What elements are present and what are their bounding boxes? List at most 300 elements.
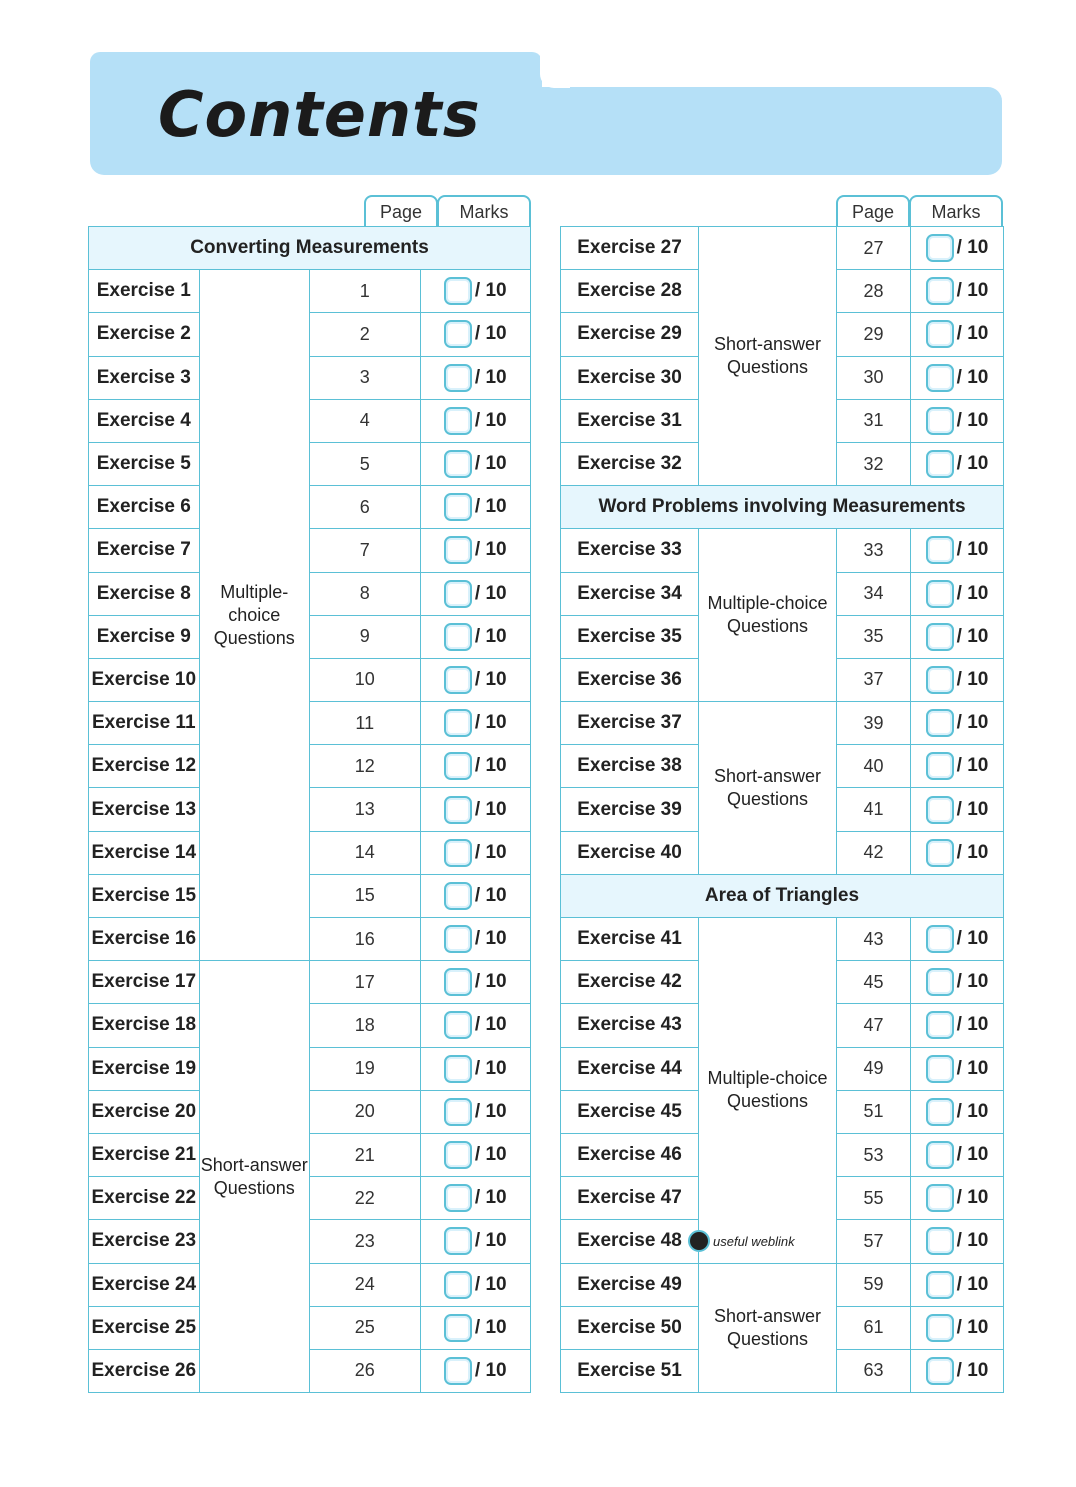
marks-input-box[interactable] <box>926 1098 954 1126</box>
marks-input-box[interactable] <box>444 450 472 478</box>
marks-out-of: / 10 <box>474 1316 507 1338</box>
exercise-row <box>89 442 531 485</box>
exercise-name[interactable]: Exercise 33 <box>561 529 699 572</box>
page-number: 2 <box>310 313 421 356</box>
page-number: 42 <box>837 831 911 874</box>
marks-input-box[interactable] <box>926 752 954 780</box>
exercise-row <box>89 1047 531 1090</box>
exercise-name[interactable]: Exercise 39 <box>561 788 699 831</box>
exercise-row <box>89 1133 531 1176</box>
exercise-row <box>89 1177 531 1220</box>
marks-out-of: / 10 <box>474 1100 507 1122</box>
page-number: 51 <box>837 1090 911 1133</box>
marks-out-of: / 10 <box>474 1187 507 1209</box>
exercise-row <box>89 702 531 745</box>
page-number: 43 <box>837 918 911 961</box>
marks-input-box[interactable] <box>926 277 954 305</box>
exercise-name[interactable]: Exercise 37 <box>561 702 699 745</box>
marks-input-box[interactable] <box>444 1314 472 1342</box>
marks-input-box[interactable] <box>444 882 472 910</box>
marks-out-of: / 10 <box>956 323 989 345</box>
exercise-row <box>89 831 531 874</box>
exercise-row <box>561 529 1004 572</box>
marks-cell <box>420 1177 531 1220</box>
exercise-name[interactable]: Exercise 49 <box>561 1263 699 1306</box>
exercise-name[interactable]: Exercise 2 <box>89 313 200 356</box>
exercise-name[interactable]: Exercise 4 <box>89 399 200 442</box>
page-number: 57 <box>837 1220 911 1263</box>
page-number: 12 <box>310 745 421 788</box>
exercise-row <box>89 745 531 788</box>
marks-cell <box>911 961 1004 1004</box>
exercise-row <box>89 486 531 529</box>
marks-cell <box>420 918 531 961</box>
exercise-row <box>89 1090 531 1133</box>
exercise-row <box>89 658 531 701</box>
page-number: 25 <box>310 1306 421 1349</box>
marks-out-of: / 10 <box>956 582 989 604</box>
exercise-name[interactable]: Exercise 40 <box>561 831 699 874</box>
marks-input-box[interactable] <box>444 320 472 348</box>
marks-cell <box>911 702 1004 745</box>
marks-input-box[interactable] <box>926 1055 954 1083</box>
marks-out-of: / 10 <box>474 928 507 950</box>
marks-cell <box>911 442 1004 485</box>
marks-input-box[interactable] <box>926 839 954 867</box>
marks-input-box[interactable] <box>444 796 472 824</box>
page-number: 10 <box>310 658 421 701</box>
exercise-name[interactable]: Exercise 46 <box>561 1133 699 1176</box>
page-number: 5 <box>310 442 421 485</box>
exercise-name[interactable]: Exercise 32 <box>561 442 699 485</box>
page-number: 33 <box>837 529 911 572</box>
marks-out-of: / 10 <box>474 323 507 345</box>
marks-input-box[interactable] <box>444 1357 472 1385</box>
exercise-row <box>89 356 531 399</box>
exercise-name[interactable]: Exercise 7 <box>89 529 200 572</box>
marks-out-of: / 10 <box>474 582 507 604</box>
page-number: 29 <box>837 313 911 356</box>
marks-out-of: / 10 <box>956 712 989 734</box>
marks-input-box[interactable] <box>444 709 472 737</box>
page-number: 30 <box>837 356 911 399</box>
marks-cell <box>420 745 531 788</box>
marks-input-box[interactable] <box>926 1314 954 1342</box>
question-type: Short-answer Questions <box>699 1263 837 1393</box>
marks-input-box[interactable] <box>444 666 472 694</box>
marks-cell <box>420 961 531 1004</box>
marks-input-box[interactable] <box>444 1055 472 1083</box>
marks-out-of: / 10 <box>956 971 989 993</box>
marks-cell <box>420 1004 531 1047</box>
page-number: 28 <box>837 270 911 313</box>
exercise-name[interactable]: Exercise 19 <box>89 1047 200 1090</box>
marks-out-of: / 10 <box>956 1359 989 1381</box>
exercise-name[interactable]: Exercise 23 <box>89 1220 200 1263</box>
marks-out-of: / 10 <box>474 625 507 647</box>
marks-input-box[interactable] <box>926 320 954 348</box>
marks-cell <box>911 1133 1004 1176</box>
marks-column-header: Marks <box>437 195 531 227</box>
page-number: 37 <box>837 658 911 701</box>
page-number: 17 <box>310 961 421 1004</box>
page-number: 24 <box>310 1263 421 1306</box>
page-number: 61 <box>837 1306 911 1349</box>
marks-input-box[interactable] <box>926 407 954 435</box>
marks-out-of: / 10 <box>474 1014 507 1036</box>
marks-out-of: / 10 <box>956 409 989 431</box>
marks-out-of: / 10 <box>956 1273 989 1295</box>
marks-out-of: / 10 <box>956 1316 989 1338</box>
marks-input-box[interactable] <box>444 1098 472 1126</box>
marks-cell <box>911 788 1004 831</box>
marks-input-box[interactable] <box>444 580 472 608</box>
marks-input-box[interactable] <box>444 1271 472 1299</box>
question-type: Short-answer Questions <box>699 702 837 875</box>
section-header-row <box>561 874 1004 917</box>
marks-out-of: / 10 <box>474 755 507 777</box>
exercise-name[interactable]: Exercise 45 <box>561 1090 699 1133</box>
page-number: 55 <box>837 1177 911 1220</box>
page-number: 20 <box>310 1090 421 1133</box>
marks-out-of: / 10 <box>474 366 507 388</box>
left-contents-table <box>88 226 531 1393</box>
exercise-name[interactable]: Exercise 11 <box>89 702 200 745</box>
right-contents-table <box>560 226 1004 1393</box>
marks-cell <box>420 788 531 831</box>
marks-input-box[interactable] <box>444 277 472 305</box>
marks-cell <box>420 1133 531 1176</box>
page-number: 45 <box>837 961 911 1004</box>
marks-out-of: / 10 <box>956 539 989 561</box>
marks-input-box[interactable] <box>444 968 472 996</box>
exercise-row <box>89 1263 531 1306</box>
exercise-name[interactable]: Exercise 9 <box>89 615 200 658</box>
exercise-name[interactable]: Exercise 5 <box>89 442 200 485</box>
marks-cell <box>911 572 1004 615</box>
marks-out-of: / 10 <box>474 496 507 518</box>
exercise-name[interactable]: Exercise 42 <box>561 961 699 1004</box>
marks-input-box[interactable] <box>926 1011 954 1039</box>
marks-cell <box>911 1177 1004 1220</box>
marks-out-of: / 10 <box>956 668 989 690</box>
exercise-row <box>89 788 531 831</box>
marks-out-of: / 10 <box>474 712 507 734</box>
marks-cell <box>420 1090 531 1133</box>
exercise-name[interactable]: Exercise 18 <box>89 1004 200 1047</box>
section-header-row <box>561 486 1004 529</box>
question-type: Short-answer Questions <box>699 227 837 486</box>
marks-input-box[interactable] <box>444 364 472 392</box>
marks-cell <box>420 572 531 615</box>
exercise-row <box>561 227 1004 270</box>
marks-cell <box>420 615 531 658</box>
marks-out-of: / 10 <box>474 1144 507 1166</box>
marks-out-of: / 10 <box>956 928 989 950</box>
marks-cell <box>911 658 1004 701</box>
exercise-row <box>89 1004 531 1047</box>
exercise-name[interactable]: Exercise 30 <box>561 356 699 399</box>
contents-banner <box>90 52 1002 175</box>
exercise-name[interactable]: Exercise 3 <box>89 356 200 399</box>
marks-cell <box>420 702 531 745</box>
page-number: 8 <box>310 572 421 615</box>
marks-cell <box>420 874 531 917</box>
marks-cell <box>420 1047 531 1090</box>
page-number: 15 <box>310 874 421 917</box>
marks-input-box[interactable] <box>444 1011 472 1039</box>
banner-notch <box>540 52 570 88</box>
page-column-header: Page <box>836 195 910 227</box>
weblink-icon <box>688 1230 710 1252</box>
marks-out-of: / 10 <box>474 668 507 690</box>
exercise-row <box>89 529 531 572</box>
exercise-name[interactable]: Exercise 51 <box>561 1349 699 1392</box>
marks-out-of: / 10 <box>956 280 989 302</box>
page-number: 7 <box>310 529 421 572</box>
exercise-row <box>561 918 1004 961</box>
page-number: 47 <box>837 1004 911 1047</box>
exercise-name[interactable]: Exercise 26 <box>89 1349 200 1392</box>
marks-out-of: / 10 <box>956 1057 989 1079</box>
page-number: 21 <box>310 1133 421 1176</box>
marks-cell <box>420 1263 531 1306</box>
marks-out-of: / 10 <box>956 366 989 388</box>
marks-out-of: / 10 <box>474 1057 507 1079</box>
marks-out-of: / 10 <box>474 841 507 863</box>
page-number: 23 <box>310 1220 421 1263</box>
exercise-row <box>89 874 531 917</box>
exercise-name[interactable]: Exercise 43 <box>561 1004 699 1047</box>
exercise-row <box>89 918 531 961</box>
exercise-name[interactable]: Exercise 8 <box>89 572 200 615</box>
marks-input-box[interactable] <box>926 1357 954 1385</box>
marks-input-box[interactable] <box>926 925 954 953</box>
marks-cell <box>911 745 1004 788</box>
page-number: 31 <box>837 399 911 442</box>
marks-out-of: / 10 <box>474 1273 507 1295</box>
marks-input-box[interactable] <box>926 1271 954 1299</box>
exercise-row <box>89 1306 531 1349</box>
exercise-name[interactable]: Exercise 29 <box>561 313 699 356</box>
page-number: 63 <box>837 1349 911 1392</box>
weblink-label: useful weblink <box>713 1233 795 1249</box>
marks-input-box[interactable] <box>444 536 472 564</box>
question-type: Short-answer Questions <box>199 961 310 1393</box>
useful-weblink[interactable] <box>688 1230 797 1252</box>
page-number: 26 <box>310 1349 421 1392</box>
exercise-name[interactable]: Exercise 12 <box>89 745 200 788</box>
page-number: 1 <box>310 270 421 313</box>
marks-cell <box>911 1306 1004 1349</box>
page-number: 11 <box>310 702 421 745</box>
exercise-name[interactable]: Exercise 34 <box>561 572 699 615</box>
page-number: 9 <box>310 615 421 658</box>
page-number: 18 <box>310 1004 421 1047</box>
exercise-row <box>561 1263 1004 1306</box>
marks-cell <box>420 1349 531 1392</box>
marks-out-of: / 10 <box>956 1187 989 1209</box>
exercise-name[interactable]: Exercise 22 <box>89 1177 200 1220</box>
marks-input-box[interactable] <box>926 1184 954 1212</box>
section-title: Word Problems involving Measurements <box>561 486 1004 529</box>
exercise-name[interactable]: Exercise 41 <box>561 918 699 961</box>
marks-input-box[interactable] <box>926 796 954 824</box>
marks-input-box[interactable] <box>444 1184 472 1212</box>
exercise-name[interactable]: Exercise 50 <box>561 1306 699 1349</box>
section-title: Converting Measurements <box>89 227 531 270</box>
marks-cell <box>911 1090 1004 1133</box>
marks-cell <box>911 831 1004 874</box>
exercise-name[interactable]: Exercise 44 <box>561 1047 699 1090</box>
marks-cell <box>420 1306 531 1349</box>
page-number: 3 <box>310 356 421 399</box>
page-number: 35 <box>837 615 911 658</box>
exercise-name[interactable]: Exercise 35 <box>561 615 699 658</box>
marks-out-of: / 10 <box>956 755 989 777</box>
marks-out-of: / 10 <box>956 1230 989 1252</box>
marks-out-of: / 10 <box>474 280 507 302</box>
page-number: 6 <box>310 486 421 529</box>
section-title: Area of Triangles <box>561 874 1004 917</box>
marks-cell <box>420 356 531 399</box>
question-type: Multiple-choice Questions <box>699 918 837 1264</box>
exercise-row <box>89 961 531 1004</box>
marks-cell <box>911 918 1004 961</box>
exercise-name[interactable]: Exercise 36 <box>561 658 699 701</box>
page-number: 53 <box>837 1133 911 1176</box>
marks-out-of: / 10 <box>474 453 507 475</box>
marks-input-box[interactable] <box>444 407 472 435</box>
marks-cell <box>420 442 531 485</box>
marks-out-of: / 10 <box>956 237 989 259</box>
marks-input-box[interactable] <box>926 709 954 737</box>
exercise-name[interactable]: Exercise 21 <box>89 1133 200 1176</box>
exercise-name[interactable]: Exercise 47 <box>561 1177 699 1220</box>
marks-input-box[interactable] <box>926 666 954 694</box>
exercise-name[interactable]: Exercise 28 <box>561 270 699 313</box>
marks-out-of: / 10 <box>474 884 507 906</box>
marks-input-box[interactable] <box>926 234 954 262</box>
marks-out-of: / 10 <box>956 798 989 820</box>
marks-cell <box>911 615 1004 658</box>
marks-out-of: / 10 <box>956 1144 989 1166</box>
marks-input-box[interactable] <box>926 450 954 478</box>
question-type: Multiple-choice Questions <box>699 529 837 702</box>
marks-input-box[interactable] <box>926 536 954 564</box>
marks-cell <box>420 486 531 529</box>
section-header-row <box>89 227 531 270</box>
exercise-name[interactable]: Exercise 15 <box>89 874 200 917</box>
marks-cell <box>420 270 531 313</box>
marks-input-box[interactable] <box>926 968 954 996</box>
marks-out-of: / 10 <box>474 798 507 820</box>
marks-cell <box>911 1349 1004 1392</box>
exercise-row <box>89 1349 531 1392</box>
marks-cell <box>911 399 1004 442</box>
exercise-row <box>89 270 531 313</box>
exercise-name[interactable]: Exercise 10 <box>89 658 200 701</box>
exercise-name[interactable]: Exercise 27 <box>561 227 699 270</box>
exercise-name[interactable]: Exercise 20 <box>89 1090 200 1133</box>
marks-input-box[interactable] <box>444 623 472 651</box>
exercise-row <box>561 702 1004 745</box>
page-number: 27 <box>837 227 911 270</box>
marks-input-box[interactable] <box>444 925 472 953</box>
exercise-name[interactable]: Exercise 6 <box>89 486 200 529</box>
marks-input-box[interactable] <box>444 1227 472 1255</box>
marks-input-box[interactable] <box>444 839 472 867</box>
marks-cell <box>911 356 1004 399</box>
marks-cell <box>911 1004 1004 1047</box>
page-number: 32 <box>837 442 911 485</box>
marks-input-box[interactable] <box>926 580 954 608</box>
marks-cell <box>420 529 531 572</box>
page-number: 4 <box>310 399 421 442</box>
marks-out-of: / 10 <box>956 1100 989 1122</box>
page-title: Contents <box>158 78 481 151</box>
exercise-row <box>89 572 531 615</box>
marks-out-of: / 10 <box>474 409 507 431</box>
marks-input-box[interactable] <box>444 493 472 521</box>
marks-cell <box>420 313 531 356</box>
marks-out-of: / 10 <box>956 1014 989 1036</box>
exercise-name[interactable]: Exercise 16 <box>89 918 200 961</box>
page-number: 19 <box>310 1047 421 1090</box>
marks-out-of: / 10 <box>474 971 507 993</box>
page-column-header: Page <box>364 195 438 227</box>
page-number: 16 <box>310 918 421 961</box>
exercise-name[interactable]: Exercise 1 <box>89 270 200 313</box>
exercise-row <box>89 399 531 442</box>
question-type: Multiple-choice Questions <box>199 270 310 961</box>
marks-input-box[interactable] <box>926 1227 954 1255</box>
exercise-row <box>89 615 531 658</box>
marks-cell <box>911 313 1004 356</box>
exercise-name[interactable]: Exercise 14 <box>89 831 200 874</box>
page-number: 40 <box>837 745 911 788</box>
marks-input-box[interactable] <box>926 623 954 651</box>
marks-cell <box>420 1220 531 1263</box>
exercise-name[interactable]: Exercise 48 <box>561 1220 699 1263</box>
marks-cell <box>420 831 531 874</box>
page-number: 59 <box>837 1263 911 1306</box>
marks-input-box[interactable] <box>444 1141 472 1169</box>
marks-input-box[interactable] <box>444 752 472 780</box>
page-number: 39 <box>837 702 911 745</box>
marks-input-box[interactable] <box>926 1141 954 1169</box>
exercise-name[interactable]: Exercise 38 <box>561 745 699 788</box>
page-number: 22 <box>310 1177 421 1220</box>
exercise-name[interactable]: Exercise 13 <box>89 788 200 831</box>
marks-cell <box>420 658 531 701</box>
page-number: 34 <box>837 572 911 615</box>
marks-out-of: / 10 <box>956 625 989 647</box>
exercise-name[interactable]: Exercise 17 <box>89 961 200 1004</box>
exercise-name[interactable]: Exercise 31 <box>561 399 699 442</box>
marks-input-box[interactable] <box>926 364 954 392</box>
page-number: 14 <box>310 831 421 874</box>
marks-cell <box>911 270 1004 313</box>
exercise-row <box>89 1220 531 1263</box>
marks-cell <box>911 1047 1004 1090</box>
exercise-row <box>89 313 531 356</box>
exercise-name[interactable]: Exercise 25 <box>89 1306 200 1349</box>
marks-cell <box>911 1263 1004 1306</box>
marks-out-of: / 10 <box>474 539 507 561</box>
exercise-name[interactable]: Exercise 24 <box>89 1263 200 1306</box>
marks-cell <box>911 529 1004 572</box>
